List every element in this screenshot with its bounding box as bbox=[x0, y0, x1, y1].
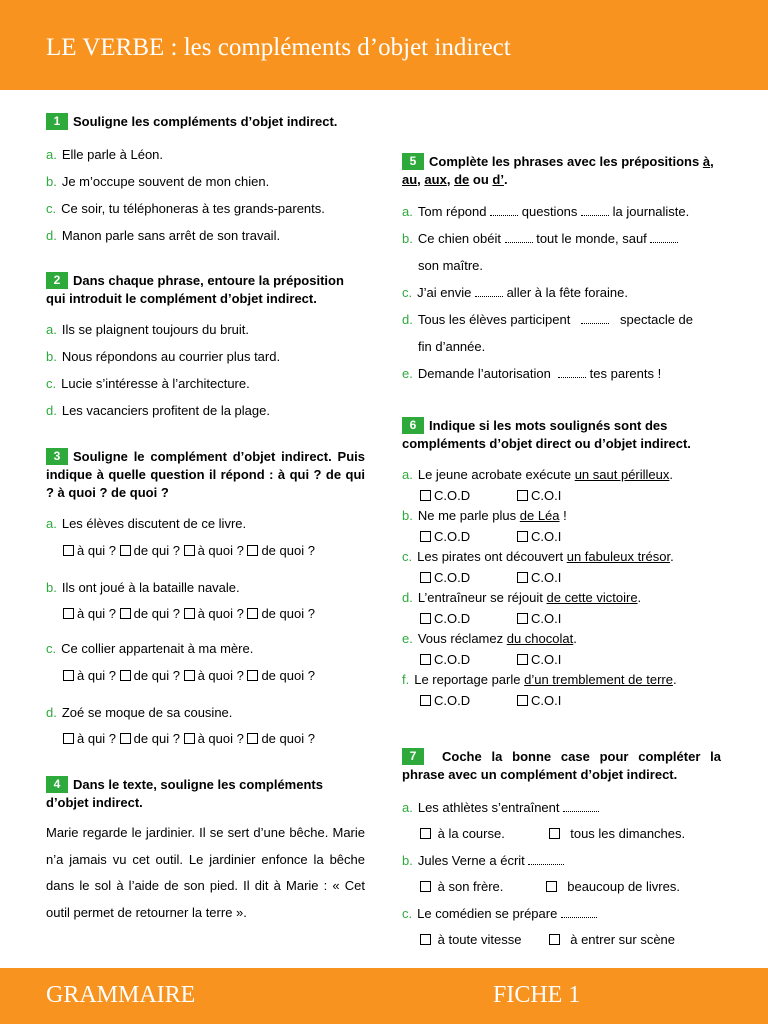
checkbox[interactable] bbox=[184, 733, 195, 744]
blank-field[interactable] bbox=[650, 236, 678, 243]
checkbox[interactable] bbox=[247, 733, 258, 744]
checkbox[interactable] bbox=[420, 828, 431, 839]
list-item: c. Les pirates ont découvert un fabuleux trésor. bbox=[402, 549, 674, 564]
coi-option: C.O.I bbox=[517, 611, 561, 627]
list-item: c. Le comédien se prépare bbox=[402, 906, 597, 922]
list-item: d. Zoé se moque de sa cousine. bbox=[46, 705, 233, 720]
list-item: b. Nous répondons au courrier plus tard. bbox=[46, 349, 281, 364]
choice-option: à la course. bbox=[420, 826, 505, 842]
list-item: f. Le reportage parle d’un tremblement de terre. bbox=[402, 672, 677, 687]
list-item: e. Vous réclamez du chocolat. bbox=[402, 631, 577, 646]
blank-field[interactable] bbox=[563, 805, 599, 812]
checkbox[interactable] bbox=[549, 828, 560, 839]
list-item: b. Ne me parle plus de Léa ! bbox=[402, 508, 567, 523]
list-item: e. Demande l’autorisation tes parents ! bbox=[402, 366, 662, 381]
list-item: d. Manon parle sans arrêt de son travail. bbox=[46, 228, 281, 243]
choice-option: à entrer sur scène bbox=[549, 932, 675, 948]
exercise-6-instruction: Indique si les mots soulignés sont des compléments d’objet direct ou d’objet indirect. bbox=[402, 418, 691, 451]
list-item: a. Tom répond questions la journaliste. bbox=[402, 204, 690, 219]
list-item: b. Je m’occupe souvent de mon chien. bbox=[46, 174, 270, 189]
coi-option: C.O.I bbox=[517, 529, 561, 545]
brand-logo: GRAMMAIRE bbox=[46, 982, 196, 1008]
question-options: à qui ? de qui ? à quoi ? de quoi ? bbox=[63, 731, 315, 747]
blank-field[interactable] bbox=[581, 209, 609, 216]
list-item: a. Elle parle à Léon. bbox=[46, 147, 164, 162]
list-item: a. Les athlètes s’entraînent bbox=[402, 800, 599, 816]
coi-option: C.O.I bbox=[517, 693, 561, 709]
checkbox[interactable] bbox=[120, 670, 131, 681]
checkbox[interactable] bbox=[247, 608, 258, 619]
checkbox[interactable] bbox=[63, 670, 74, 681]
checkbox[interactable] bbox=[63, 733, 74, 744]
exercise-3-instruction: Souligne le complément d’objet indirect. Puis indique à quelle question il répond : à qui ? de qui ? à quoi ? de quoi ? bbox=[46, 449, 365, 500]
checkbox[interactable] bbox=[63, 545, 74, 556]
list-item: a. Ils se plaignent toujours du bruit. bbox=[46, 322, 250, 337]
checkbox[interactable] bbox=[420, 613, 431, 624]
list-item: c. J’ai envie aller à la fête foraine. bbox=[402, 285, 628, 300]
choice-option: tous les dimanches. bbox=[549, 826, 685, 842]
exercise-7-instruction: Coche la bonne case pour compléter la phrase avec un complément d’objet indirect. bbox=[402, 749, 721, 782]
checkbox[interactable] bbox=[420, 934, 431, 945]
list-item: a. Le jeune acrobate exécute un saut périlleux. bbox=[402, 467, 673, 482]
checkbox[interactable] bbox=[247, 545, 258, 556]
header-bar bbox=[0, 0, 768, 90]
blank-field[interactable] bbox=[558, 371, 586, 378]
cod-option: C.O.D bbox=[420, 529, 470, 545]
list-item: d. Les vacanciers profitent de la plage. bbox=[46, 403, 270, 418]
blank-field[interactable] bbox=[505, 236, 533, 243]
cod-option: C.O.D bbox=[420, 611, 470, 627]
cod-option: C.O.D bbox=[420, 652, 470, 668]
exercise-5-instruction: Complète les phrases avec les prépositions à, au, aux, de ou d’. bbox=[402, 154, 714, 187]
exercise-1-instruction: Souligne les compléments d’objet indirect. bbox=[73, 114, 338, 129]
checkbox[interactable] bbox=[184, 608, 195, 619]
question-options: à qui ? de qui ? à quoi ? de quoi ? bbox=[63, 543, 315, 559]
exercise-5-number: 5 bbox=[402, 153, 424, 170]
cod-option: C.O.D bbox=[420, 693, 470, 709]
exercise-2-instruction: Dans chaque phrase, entoure la préposition qui introduit le complément d’objet indirect. bbox=[46, 273, 344, 306]
list-item: b. Jules Verne a écrit bbox=[402, 853, 564, 869]
checkbox[interactable] bbox=[517, 654, 528, 665]
exercise-1-number: 1 bbox=[46, 113, 68, 130]
checkbox[interactable] bbox=[517, 695, 528, 706]
blank-field[interactable] bbox=[490, 209, 518, 216]
list-item-continued: son maître. bbox=[418, 258, 484, 273]
checkbox[interactable] bbox=[420, 695, 431, 706]
exercise-3-number: 3 bbox=[46, 448, 68, 465]
checkbox[interactable] bbox=[184, 545, 195, 556]
checkbox[interactable] bbox=[517, 572, 528, 583]
checkbox[interactable] bbox=[549, 934, 560, 945]
exercise-6-number: 6 bbox=[402, 417, 424, 434]
blank-field[interactable] bbox=[581, 317, 609, 324]
question-options: à qui ? de qui ? à quoi ? de quoi ? bbox=[63, 668, 315, 684]
checkbox[interactable] bbox=[517, 531, 528, 542]
coi-option: C.O.I bbox=[517, 652, 561, 668]
list-item-continued: fin d’année. bbox=[418, 339, 486, 354]
checkbox[interactable] bbox=[517, 613, 528, 624]
checkbox[interactable] bbox=[120, 608, 131, 619]
exercise-7-number: 7 bbox=[402, 748, 424, 765]
cod-option: C.O.D bbox=[420, 570, 470, 586]
checkbox[interactable] bbox=[420, 531, 431, 542]
checkbox[interactable] bbox=[546, 881, 557, 892]
blank-field[interactable] bbox=[528, 858, 564, 865]
list-item: c. Ce collier appartenait à ma mère. bbox=[46, 641, 254, 656]
list-item: b. Ce chien obéit tout le monde, sauf bbox=[402, 231, 678, 247]
checkbox[interactable] bbox=[63, 608, 74, 619]
checkbox[interactable] bbox=[184, 670, 195, 681]
list-item: c. Lucie s’intéresse à l’architecture. bbox=[46, 376, 250, 391]
blank-field[interactable] bbox=[561, 911, 597, 918]
list-item: b. Ils ont joué à la bataille navale. bbox=[46, 580, 240, 595]
checkbox[interactable] bbox=[517, 490, 528, 501]
sheet-number: FICHE 1 bbox=[493, 982, 581, 1008]
checkbox[interactable] bbox=[420, 654, 431, 665]
choice-option: beaucoup de livres. bbox=[546, 879, 680, 895]
list-item: d. Tous les élèves participent spectacle de bbox=[402, 312, 694, 327]
choice-option: à son frère. bbox=[420, 879, 503, 895]
cod-option: C.O.D bbox=[420, 488, 470, 504]
checkbox[interactable] bbox=[420, 490, 431, 501]
checkbox[interactable] bbox=[420, 572, 431, 583]
question-options: à qui ? de qui ? à quoi ? de quoi ? bbox=[63, 606, 315, 622]
list-item: a. Les élèves discutent de ce livre. bbox=[46, 516, 247, 531]
exercise-2-number: 2 bbox=[46, 272, 68, 289]
blank-field[interactable] bbox=[475, 290, 503, 297]
checkbox[interactable] bbox=[120, 733, 131, 744]
list-item: d. L’entraîneur se réjouit de cette victoire. bbox=[402, 590, 642, 605]
exercise-4-instruction: Dans le texte, souligne les compléments d’objet indirect. bbox=[46, 777, 323, 810]
checkbox[interactable] bbox=[420, 881, 431, 892]
checkbox[interactable] bbox=[120, 545, 131, 556]
exercise-4-text: Marie regarde le jardinier. Il se sert d’une bêche. Marie n’a jamais vu cet outil. Le jardinier enfonce la bêche dans le sol à l’aide de son pied. Il dit à Marie : « Cet outil permet de retourner la terre ». bbox=[46, 825, 365, 920]
choice-option: à toute vitesse bbox=[420, 932, 521, 948]
coi-option: C.O.I bbox=[517, 570, 561, 586]
coi-option: C.O.I bbox=[517, 488, 561, 504]
checkbox[interactable] bbox=[247, 670, 258, 681]
exercise-4-number: 4 bbox=[46, 776, 68, 793]
page-title: LE VERBE : les compléments d’objet indirect bbox=[46, 34, 511, 61]
list-item: c. Ce soir, tu téléphoneras à tes grands-parents. bbox=[46, 201, 325, 216]
